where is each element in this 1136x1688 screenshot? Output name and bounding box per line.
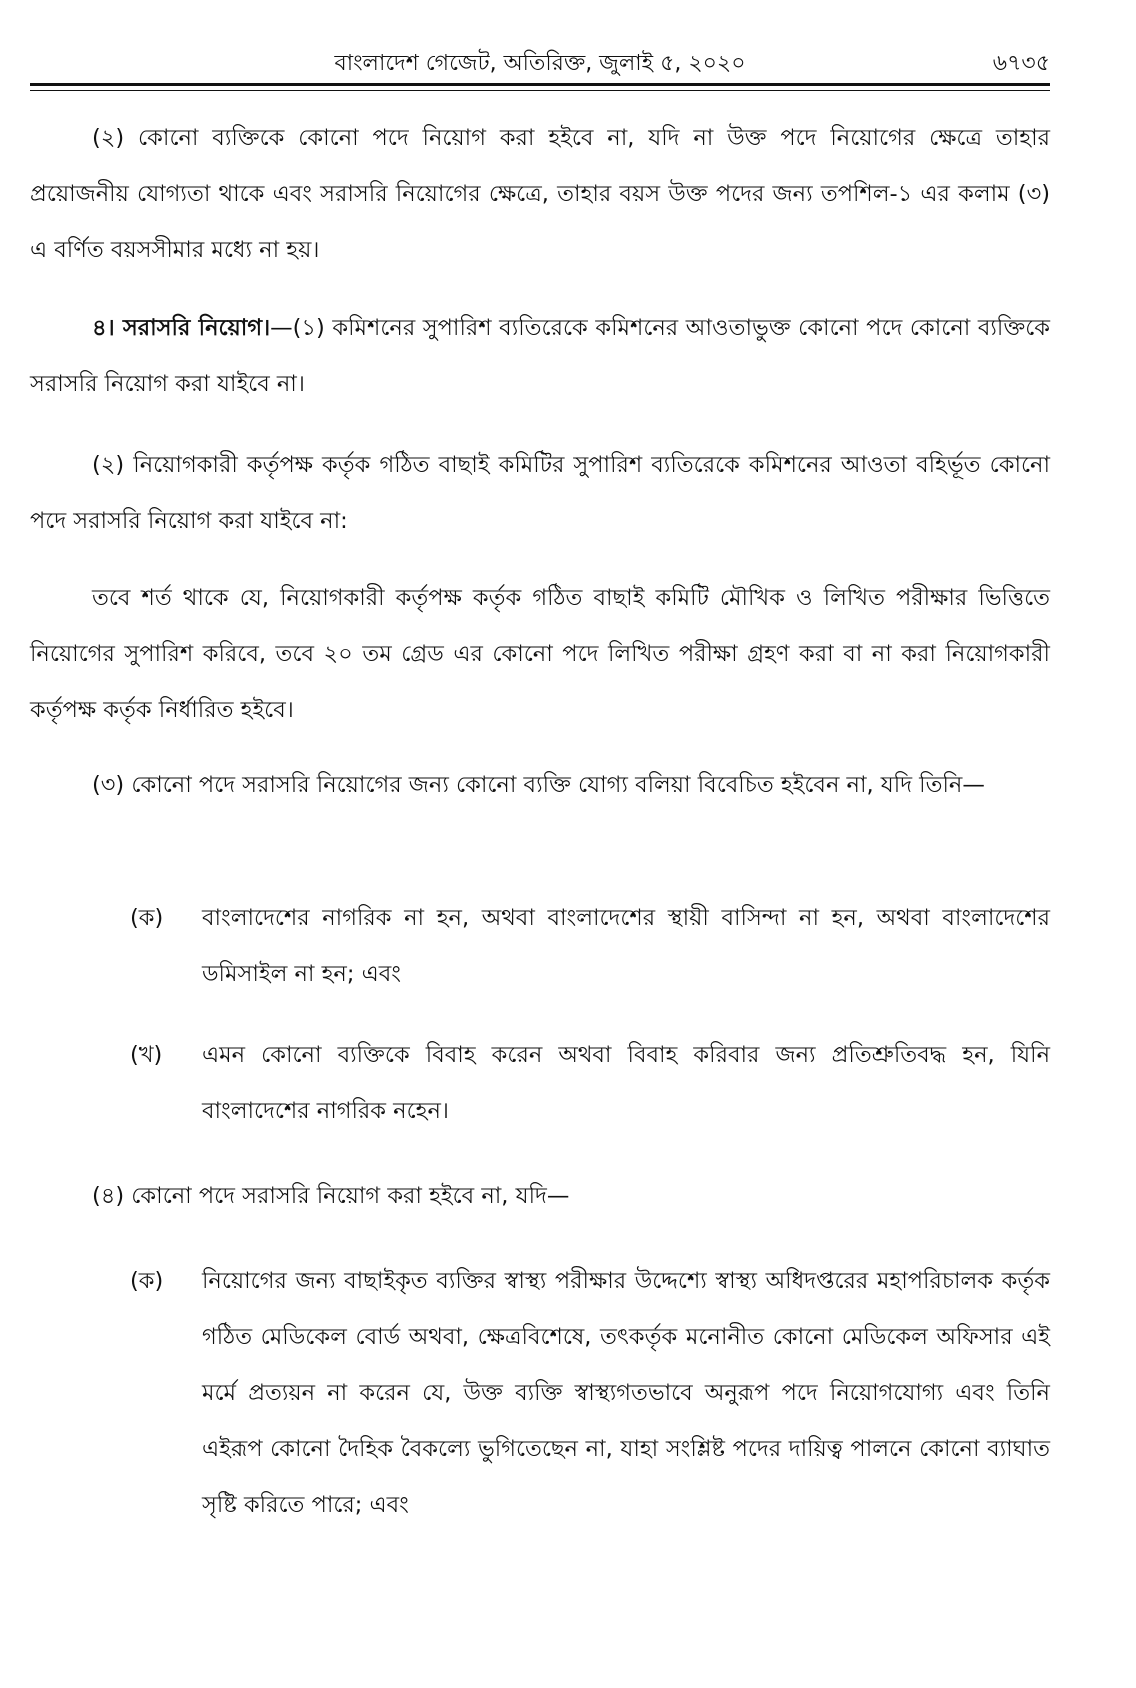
paragraph-4-4: (৪) কোনো পদে সরাসরি নিয়োগ করা হইবে না, যদি— bbox=[92, 1183, 570, 1209]
section-4-heading: ৪। সরাসরি নিয়োগ। bbox=[92, 315, 271, 341]
running-head-title: বাংলাদেশ গেজেট, অতিরিক্ত, জুলাই ৫, ২০২০ bbox=[334, 51, 746, 76]
running-head bbox=[30, 46, 1050, 86]
list-item-number: (ক) bbox=[130, 1268, 164, 1294]
header-rule-thick bbox=[30, 83, 1050, 86]
paragraph-3-2: (২) কোনো ব্যক্তিকে কোনো পদে নিয়োগ করা হইবে না, যদি না উক্ত পদে নিয়োগের ক্ষেত্রে তাহার প্রয়োজনীয় যোগ্যতা থাকে এবং সরাসরি নিয়োগের ক্ষেত্রে, তাহার বয়স উক্ত পদের জন্য তপশিল-১ এর কলাম (৩) এ বর্ণিত বয়সসীমার মধ্যে না হয়। bbox=[30, 125, 1050, 263]
list-item-text: বাংলাদেশের নাগরিক না হন, অথবা বাংলাদেশের স্থায়ী বাসিন্দা না হন, অথবা বাংলাদেশের ডমিসাইল না হন; এবং bbox=[202, 905, 1050, 987]
list-item-number: (ক) bbox=[130, 905, 164, 931]
section-4-text: —(১) কমিশনের সুপারিশ ব্যতিরেকে কমিশনের আওতাভুক্ত কোনো পদে কোনো ব্যক্তিকে সরাসরি নিয়োগ করা যাইবে না। bbox=[30, 315, 1051, 397]
proviso-paragraph: তবে শর্ত থাকে যে, নিয়োগকারী কর্তৃপক্ষ কর্তৃক গঠিত বাছাই কমিটি মৌখিক ও লিখিত পরীক্ষার ভিত্তিতে নিয়োগের সুপারিশ করিবে, তবে ২০ তম গ্রেড এর কোনো পদে লিখিত পরীক্ষা গ্রহণ করা বা না করা নিয়োগকারী কর্তৃপক্ষ কর্তৃক নির্ধারিত হইবে। bbox=[30, 585, 1050, 723]
list-item-4-3-kha bbox=[130, 1027, 1050, 1139]
list-item-text: এমন কোনো ব্যক্তিকে বিবাহ করেন অথবা বিবাহ করিবার জন্য প্রতিশ্রুতিবদ্ধ হন, যিনি বাংলাদেশের নাগরিক নহেন। bbox=[202, 1042, 1050, 1124]
page-number: ৬৭৩৫ bbox=[992, 51, 1050, 76]
list-item-number: (খ) bbox=[130, 1042, 163, 1068]
list-item-text: নিয়োগের জন্য বাছাইকৃত ব্যক্তির স্বাস্থ্য পরীক্ষার উদ্দেশ্যে স্বাস্থ্য অধিদপ্তরের মহাপরিচালক কর্তৃক গঠিত মেডিকেল বোর্ড অথবা, ক্ষেত্রবিশেষে, তৎকর্তৃক মনোনীত কোনো মেডিকেল অফিসার এই মর্মে প্রত্যয়ন না করেন যে, উক্ত ব্যক্তি স্বাস্থ্যগতভাবে অনুরূপ পদে নিয়োগযোগ্য এবং তিনি এইরূপ কোনো দৈহিক বৈকল্যে ভুগিতেছেন না, যাহা সংশ্লিষ্ট পদের দায়িত্ব পালনে কোনো ব্যাঘাত সৃষ্টি করিতে পারে; এবং bbox=[202, 1268, 1050, 1518]
paragraph-4-2: (২) নিয়োগকারী কর্তৃপক্ষ কর্তৃক গঠিত বাছাই কমিটির সুপারিশ ব্যতিরেকে কমিশনের আওতা বহির্ভূত কোনো পদে সরাসরি নিয়োগ করা যাইবে না: bbox=[30, 452, 1050, 534]
list-item-4-3-ka bbox=[130, 890, 1050, 1002]
paragraph-4-3: (৩) কোনো পদে সরাসরি নিয়োগের জন্য কোনো ব্যক্তি যোগ্য বলিয়া বিবেচিত হইবেন না, যদি তিনি— bbox=[92, 772, 985, 798]
section-4-paragraph bbox=[30, 300, 1050, 412]
list-item-4-4-ka bbox=[130, 1253, 1050, 1533]
header-rule-thin bbox=[30, 90, 1050, 91]
